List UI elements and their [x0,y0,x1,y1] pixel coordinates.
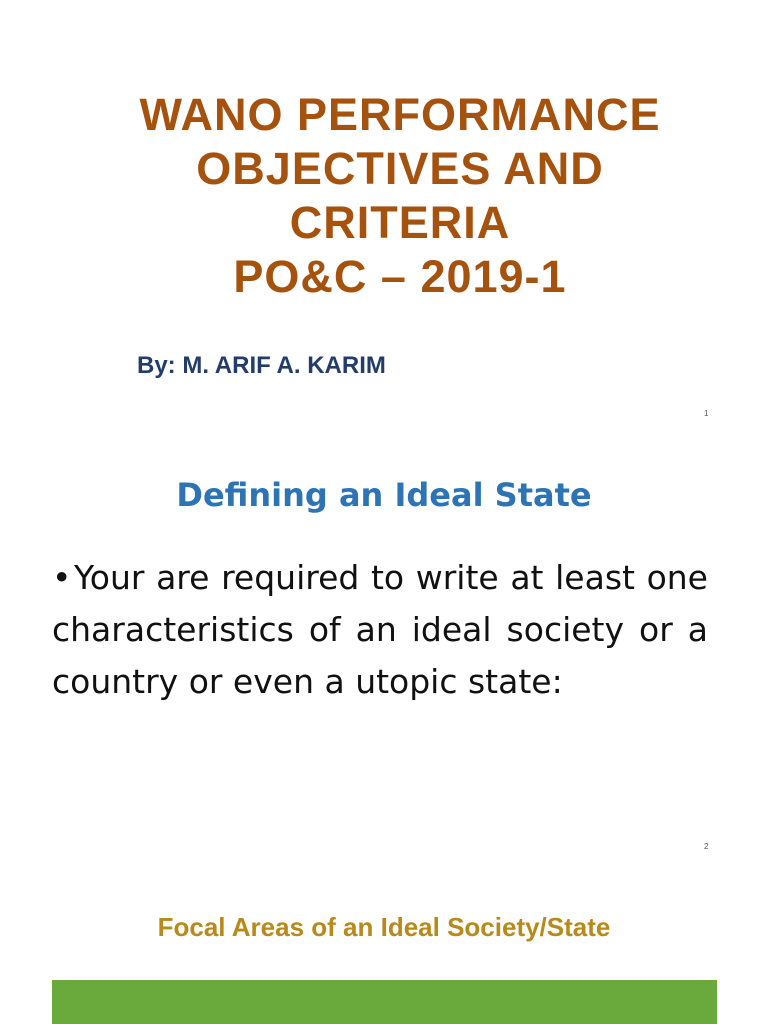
page-number-2: 2 [704,842,709,851]
slide-1 [0,0,768,425]
bullet-icon: • [52,558,72,597]
slide-title [0,88,768,304]
bullet-text: Your are required to write at least one characteristics of an ideal society or a country or even a utopic state: [52,558,708,701]
green-content-bar [52,980,717,1024]
slide-heading: Defining an Ideal State [176,476,592,514]
bullet-item [52,552,708,708]
slide-heading: Focal Areas of an Ideal Society/State [157,912,611,942]
slide-2 [0,440,768,860]
author-byline: By: M. ARIF A. KARIM [137,352,386,379]
title-line-3: CRITERIA [289,197,511,248]
title-line-1: WANO PERFORMANCE [139,89,661,140]
title-line-2: OBJECTIVES AND [196,143,604,194]
page-number-1: 1 [704,409,709,418]
title-line-4: PO&C – 2019-1 [233,251,567,302]
slide-3 [0,880,768,1024]
